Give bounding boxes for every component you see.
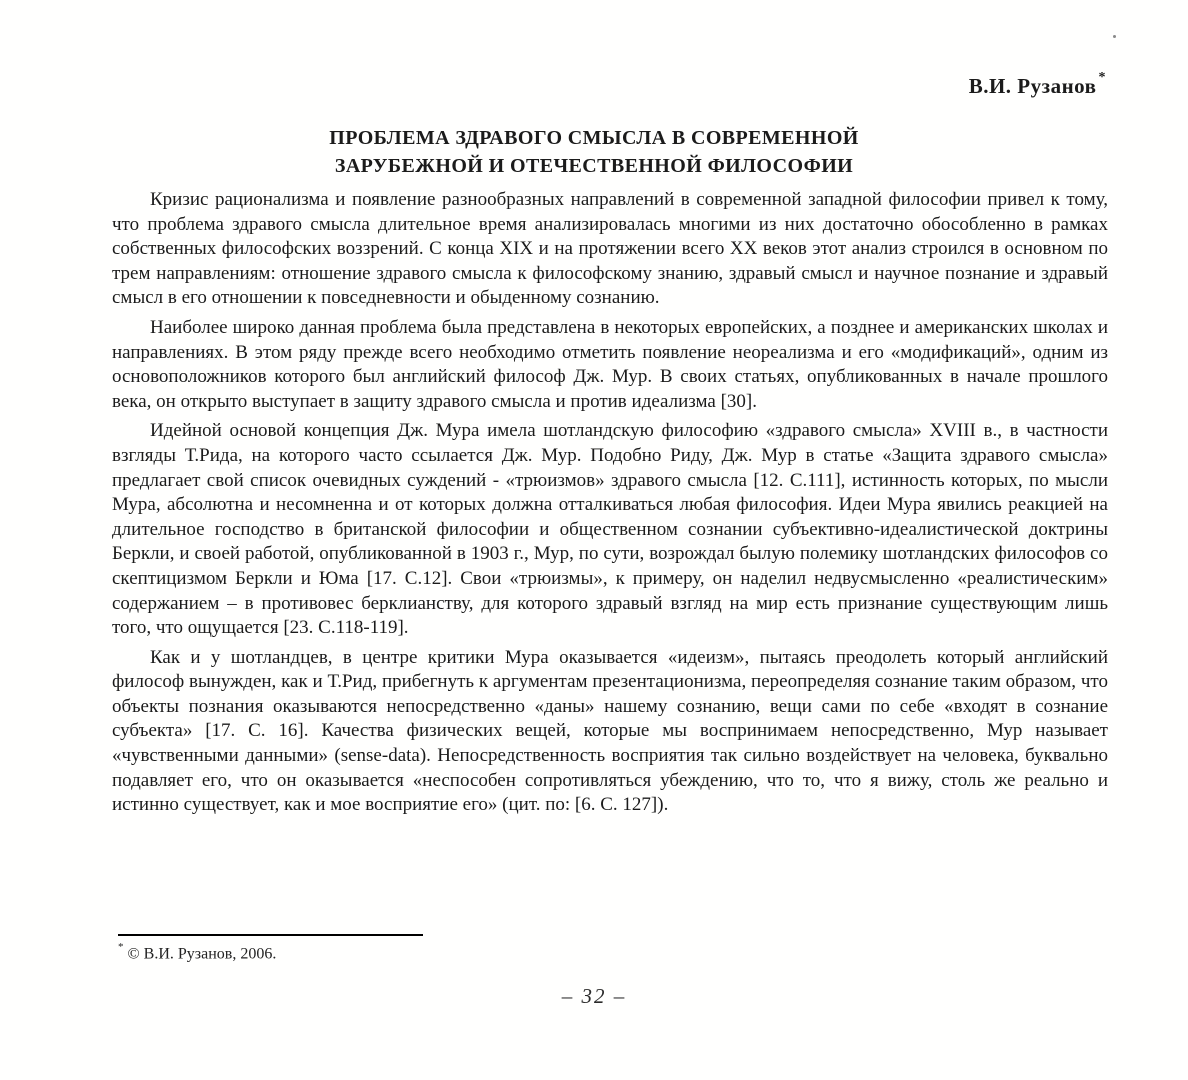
scan-speck [1113, 35, 1116, 38]
paragraph-1: Кризис рационализма и появление разнообразных направлений в современной западной философии привел к тому, что проблема здравого смысла длительное время анализировалась многими из них достаточно обособленно в рамках собственных философских воззрений. С конца XIX и на протяжении всего XX веков этот анализ строился в основном по трем направлениям: отношение здравого смысла к философскому знанию, здравый смысл и научное познание и здравый смысл в его отношении к повседневности и обыденному сознанию. [112, 189, 1108, 309]
paragraph-3: Идейной основой концепция Дж. Мура имела шотландскую философию «здравого смысла» XVIII в., в частности взгляды Т.Рида, на которого часто ссылается Дж. Мур. Подобно Риду, Дж. Мур в статье «Защита здравого смысла» предлагает свой список очевидных суждений - «трюизмов» здравого смысла [12. С.111], истинность которых, по мысли Мура, абсолютна и несомненна и от которых должна отталкиваться любая философия. Идеи Мура явились реакцией на длительное господство в британской философии и общественном сознании субъективно-идеалистической доктрины Беркли, и своей работой, опубликованной в 1903 г., Мур, по сути, возрождал былую полемику шотландских философов со скептицизмом Беркли и Юма [17. С.12]. Свои «трюизмы», к примеру, он наделил недвусмысленно «реалистическим» содержанием – в противовес берклианству, для которого здравый взгляд на мир есть признание существующим лишь того, что ощущается [23. С.118-119]. [112, 420, 1108, 639]
title-line-1: ПРОБЛЕМА ЗДРАВОГО СМЫСЛА В СОВРЕМЕННОЙ [329, 127, 859, 149]
page-number: – 32 – [561, 984, 627, 1008]
author-footnote-marker: * [1098, 70, 1106, 85]
title-line-2: ЗАРУБЕЖНОЙ И ОТЕЧЕСТВЕННОЙ ФИЛОСОФИИ [334, 155, 854, 177]
footnote-divider [118, 934, 423, 936]
footnote-area [118, 934, 618, 963]
paragraph-2: Наиболее широко данная проблема была представлена в некоторых европейских, а позднее и американских школах и направлениях. В этом ряду прежде всего необходимо отметить появление неореализма и его «модификаций», одним из основоположников которого был английский философ Дж. Мур. В своих статьях, опубликованных в начале прошлого века, он открыто выступает в защиту здравого смысла и против идеализма [30]. [112, 316, 1108, 412]
paragraph-4: Как и у шотландцев, в центре критики Мура оказывается «идеизм», пытаясь преодолеть который английский философ вынужден, как и Т.Рид, прибегнуть к аргументам презентационизма, переопределяя сознание таким образом, что объекты познания оказываются непосредственно «даны» нашему сознанию, вещи сами по себе «входят в сознание субъекта» [17. С. 16]. Качества физических вещей, которые мы воспринимаем непосредственно, Мур называет «чувственными данными» (sense-data). Непосредственность восприятия так сильно воздействует на человека, буквально подавляет его, что он оказывается «неспособен сопротивляться убеждению, что то, что я вижу, столь же реально и истинно существует, как и мое восприятие его» (цит. по: [6. С. 127]). [112, 646, 1108, 816]
footnote [118, 943, 618, 963]
footnote-marker: * [118, 941, 124, 953]
page-title [0, 124, 1188, 180]
article-body [112, 188, 1108, 818]
author-name: В.И. Рузанов [968, 74, 1097, 98]
author-line [968, 70, 1106, 99]
footnote-text: © В.И. Рузанов, 2006. [127, 945, 277, 963]
